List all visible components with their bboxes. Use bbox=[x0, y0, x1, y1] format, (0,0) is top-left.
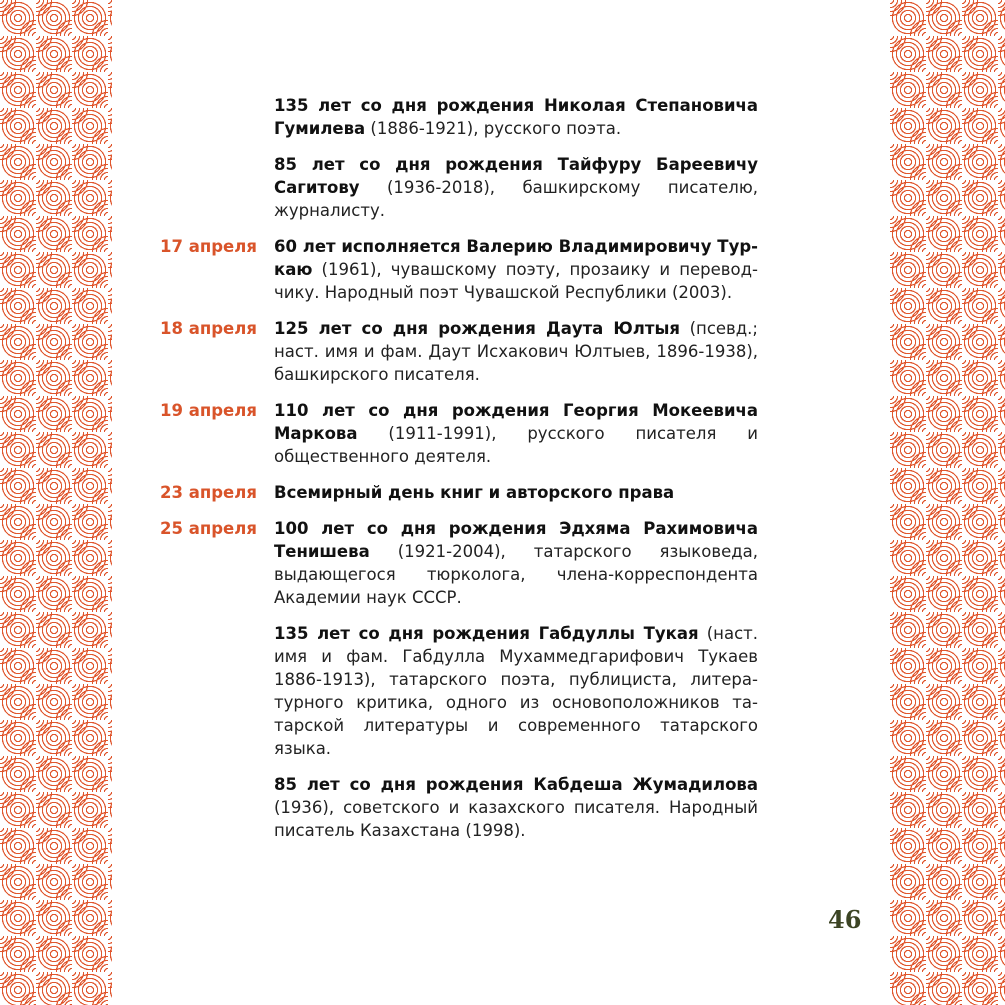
entry-date: 23 апреля bbox=[160, 483, 257, 502]
entry-date: 19 апреля bbox=[160, 401, 257, 420]
entry-text bbox=[274, 94, 758, 140]
entry-description: (1886-1921), русского поэта. bbox=[365, 119, 622, 138]
entry-text bbox=[274, 153, 758, 222]
entry-title: 85 лет со дня рождения Тайфуру Бареевичу Сагитову bbox=[274, 155, 758, 197]
entry-title: 85 лет со дня рождения Кабдеша Жумадилова bbox=[274, 775, 758, 794]
entry-text bbox=[274, 317, 758, 386]
entry-description: (1936), советского и казахского писателя. Народный писатель Казахстана (1998). bbox=[274, 798, 758, 840]
entry bbox=[160, 622, 760, 760]
entry-description: (1936-2018), башкирскому писателю, журналисту. bbox=[274, 178, 758, 220]
entry bbox=[160, 517, 760, 609]
entry-date bbox=[160, 153, 274, 222]
entry-title: 60 лет исполняется Валерию Владимировичу Туркаю bbox=[274, 237, 758, 279]
entry-text bbox=[274, 399, 758, 468]
entry bbox=[160, 481, 760, 504]
entry bbox=[160, 773, 760, 842]
entry-date bbox=[160, 622, 274, 760]
entry-description: (наст. имя и фам. Габдулла Мухаммедгарифович Тукаев 1886-1913), татарского поэта, публициста, литературного критика, одного из основоположников татарской литературы и современного татарского языка. bbox=[274, 624, 758, 758]
entry-description: (псевд.; наст. имя и фам. Даут Исхакович Юлтыев, 1896-1938), башкирского писателя. bbox=[274, 319, 758, 384]
entry-text bbox=[274, 481, 758, 504]
entry-description: (1921-2004), татарского языковеда, выдающегося тюрколога, члена-корреспондента Академии наук СССР. bbox=[274, 542, 758, 607]
entry-text bbox=[274, 235, 758, 304]
entry bbox=[160, 399, 760, 468]
entry-text bbox=[274, 517, 758, 609]
entry bbox=[160, 153, 760, 222]
entry-date bbox=[160, 94, 274, 140]
entry-title: 125 лет со дня рождения Даута Юлтыя bbox=[274, 319, 680, 338]
entry-title: 135 лет со дня рождения Габдуллы Тукая bbox=[274, 624, 699, 643]
entry bbox=[160, 94, 760, 140]
ornament-border-left bbox=[0, 0, 112, 1005]
entry-description: (1961), чувашскому поэту, прозаику и переводчику. Народный поэт Чувашской Республики (2003). bbox=[274, 260, 758, 302]
entry-date: 17 апреля bbox=[160, 237, 257, 256]
entry bbox=[160, 317, 760, 386]
ornament-border-right bbox=[890, 0, 1005, 1005]
entry-text bbox=[274, 773, 758, 842]
entry-title: Всемирный день книг и авторского права bbox=[274, 483, 675, 502]
entry-title: 100 лет со дня рождения Эдхяма Рахимовича Тенишева bbox=[274, 519, 758, 561]
entry-date bbox=[160, 773, 274, 842]
entry-date: 18 апреля bbox=[160, 319, 257, 338]
entry-description: (1911-1991), русского писателя и общественного деятеля. bbox=[274, 424, 758, 466]
page-number: 46 bbox=[828, 905, 862, 934]
calendar-entries bbox=[160, 94, 760, 855]
entry-date: 25 апреля bbox=[160, 519, 257, 538]
entry-text bbox=[274, 622, 758, 760]
entry-title: 110 лет со дня рождения Георгия Мокеевича Маркова bbox=[274, 401, 758, 443]
entry-title: 135 лет со дня рождения Николая Степановича Гумилева bbox=[274, 96, 758, 138]
entry bbox=[160, 235, 760, 304]
